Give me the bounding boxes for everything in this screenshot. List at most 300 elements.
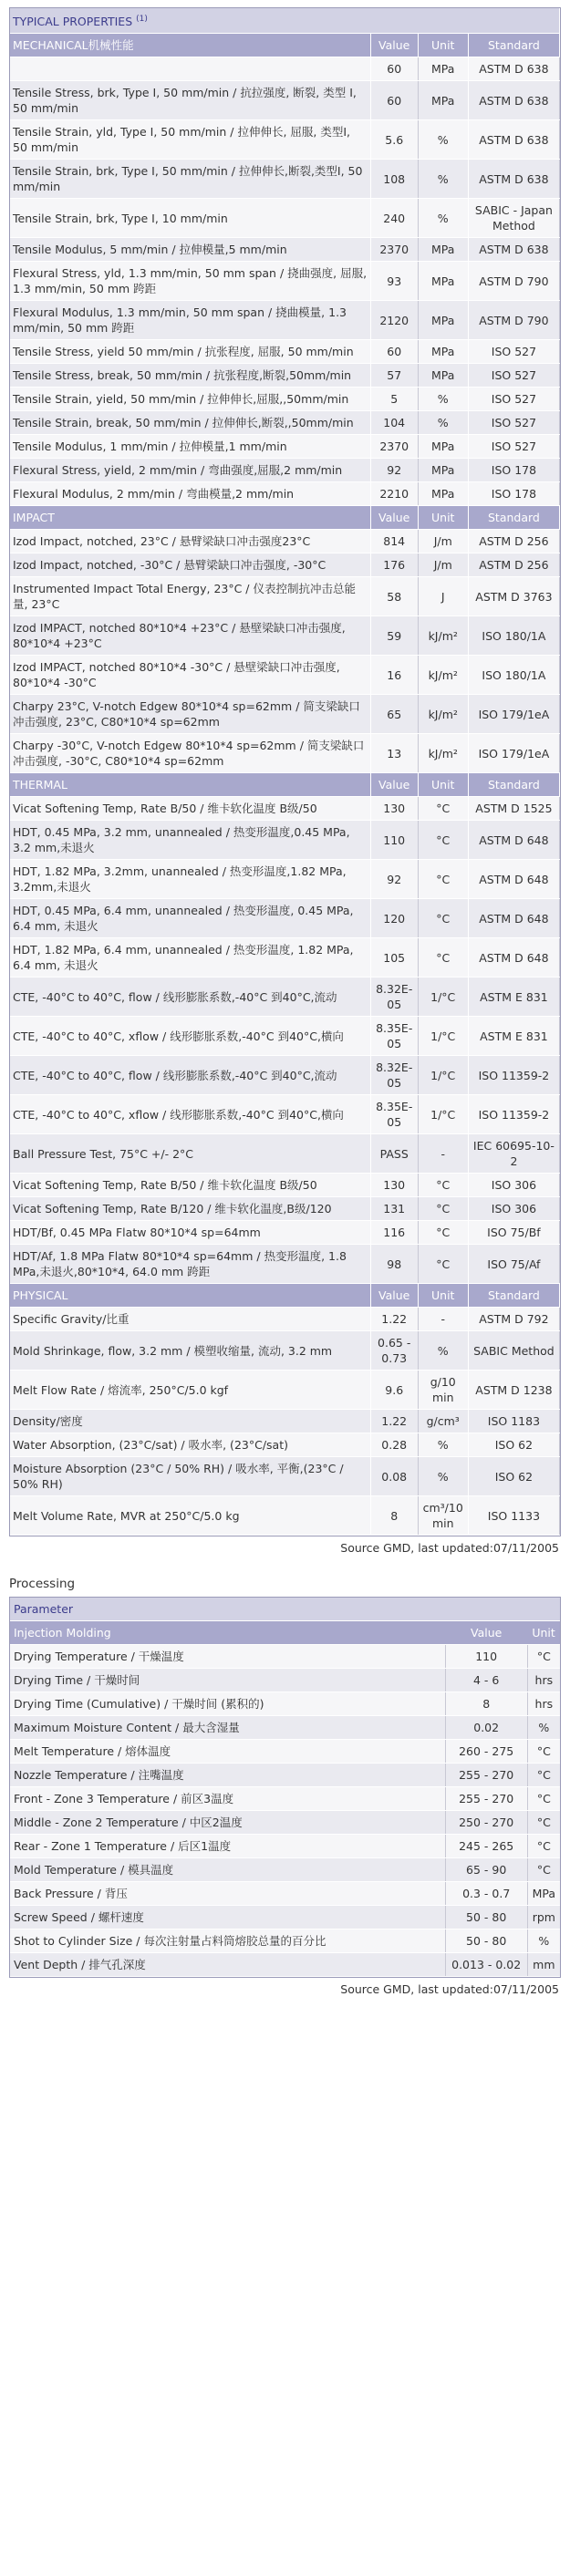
property-name: Melt Flow Rate / 熔流率, 250°C/5.0 kgf: [10, 1371, 370, 1410]
processing-source-note: Source GMD, last updated:07/11/2005: [340, 1982, 559, 1997]
typical-properties-table: [10, 8, 560, 1536]
processing-row: [10, 1692, 560, 1716]
property-row: [10, 1134, 560, 1174]
processing-unit: °C: [527, 1764, 560, 1787]
property-row: [10, 1331, 560, 1371]
property-value: 5: [370, 388, 418, 411]
property-row: [10, 199, 560, 238]
property-name: Moisture Absorption (23°C / 50% RH) / 吸水率, 平衡,(23°C / 50% RH): [10, 1457, 370, 1496]
property-standard: ISO 306: [468, 1174, 559, 1197]
property-unit: %: [418, 1457, 468, 1496]
property-unit: °C: [418, 1197, 468, 1221]
property-row: [10, 238, 560, 262]
property-name: Tensile Strain, brk, Type I, 50 mm/min / 拉伸伸长,断裂,类型I, 50 mm/min: [10, 160, 370, 199]
processing-unit: °C: [527, 1787, 560, 1811]
property-name: Vicat Softening Temp, Rate B/50 / 维卡软化温度 B级/50: [10, 797, 370, 821]
property-name: Melt Volume Rate, MVR at 250°C/5.0 kg: [10, 1496, 370, 1536]
property-value: 104: [370, 411, 418, 435]
property-name: Flexural Stress, yield, 2 mm/min / 弯曲强度,屈服,2 mm/min: [10, 459, 370, 482]
property-standard: ASTM D 1238: [468, 1371, 559, 1410]
property-standard: ISO 180/1A: [468, 616, 559, 656]
property-standard: ASTM E 831: [468, 978, 559, 1017]
property-name: Ball Pressure Test, 75°C +/- 2°C: [10, 1134, 370, 1174]
property-name: Tensile Stress, brk, Type I, 50 mm/min / 抗拉强度, 断裂, 类型 I, 50 mm/min: [10, 81, 370, 120]
processing-value-header: Value: [445, 1621, 527, 1645]
property-unit: MPa: [418, 482, 468, 506]
processing-parameter: Drying Time / 干燥时间: [10, 1669, 445, 1692]
property-unit: 1/°C: [418, 1017, 468, 1056]
property-unit: MPa: [418, 459, 468, 482]
property-value: 8.35E-05: [370, 1095, 418, 1134]
processing-row: [10, 1835, 560, 1858]
property-value: 60: [370, 81, 418, 120]
property-standard: ASTM D 256: [468, 530, 559, 553]
property-row: [10, 81, 560, 120]
property-name: Water Absorption, (23°C/sat) / 吸水率, (23°C/sat): [10, 1433, 370, 1457]
processing-unit: °C: [527, 1858, 560, 1882]
property-value: 2210: [370, 482, 418, 506]
section-name: THERMAL: [10, 773, 370, 797]
property-value: 9.6: [370, 1371, 418, 1410]
processing-row: [10, 1811, 560, 1835]
processing-row: [10, 1787, 560, 1811]
property-name: Vicat Softening Temp, Rate B/50 / 维卡软化温度 B级/50: [10, 1174, 370, 1197]
property-name: Izod Impact, notched, -30°C / 悬臂梁缺口冲击强度, -30°C: [10, 553, 370, 577]
property-row: [10, 1056, 560, 1095]
processing-parameter: Drying Temperature / 干燥温度: [10, 1645, 445, 1669]
property-row: [10, 530, 560, 553]
processing-value: 50 - 80: [445, 1906, 527, 1929]
processing-unit: hrs: [527, 1692, 560, 1716]
property-value: 131: [370, 1197, 418, 1221]
property-row: [10, 1245, 560, 1284]
property-value: 1.22: [370, 1308, 418, 1331]
property-row: [10, 262, 560, 301]
typical-properties-title: TYPICAL PROPERTIES: [13, 15, 133, 29]
property-standard: ISO 306: [468, 1197, 559, 1221]
processing-value: 0.02: [445, 1716, 527, 1740]
property-row: [10, 656, 560, 695]
processing-table: [10, 1598, 560, 1977]
property-name: Tensile Strain, brk, Type I, 10 mm/min: [10, 199, 370, 238]
property-unit: MPa: [418, 340, 468, 364]
unit-column-header: Unit: [418, 1284, 468, 1308]
property-standard: ASTM D 638: [468, 81, 559, 120]
property-unit: %: [418, 160, 468, 199]
property-row: [10, 821, 560, 860]
property-name: Tensile Strain, yield, 50 mm/min / 拉伸伸长,屈服,,50mm/min: [10, 388, 370, 411]
property-unit: J: [418, 577, 468, 616]
property-standard: ASTM D 638: [468, 160, 559, 199]
property-unit: kJ/m²: [418, 656, 468, 695]
property-name: Charpy -30°C, V-notch Edgew 80*10*4 sp=62mm / 简支梁缺口冲击强度, -30°C, C80*10*4 sp=62mm: [10, 734, 370, 773]
property-unit: MPa: [418, 81, 468, 120]
property-standard: ISO 527: [468, 411, 559, 435]
property-unit: %: [418, 411, 468, 435]
property-unit: cm³/10 min: [418, 1496, 468, 1536]
processing-value: 250 - 270: [445, 1811, 527, 1835]
property-standard: ISO 527: [468, 435, 559, 459]
property-standard: ISO 11359-2: [468, 1056, 559, 1095]
property-value: PASS: [370, 1134, 418, 1174]
property-unit: MPa: [418, 435, 468, 459]
property-unit: kJ/m²: [418, 695, 468, 734]
processing-parameter: Shot to Cylinder Size / 每次注射量占料筒熔胶总量的百分比: [10, 1929, 445, 1953]
property-unit: MPa: [418, 57, 468, 81]
processing-unit: hrs: [527, 1669, 560, 1692]
processing-parameter: Mold Temperature / 模具温度: [10, 1858, 445, 1882]
property-row: [10, 695, 560, 734]
property-name: Izod IMPACT, notched 80*10*4 +23°C / 悬壁梁缺口冲击强度, 80*10*4 +23°C: [10, 616, 370, 656]
property-value: 0.08: [370, 1457, 418, 1496]
processing-unit: °C: [527, 1835, 560, 1858]
property-name: HDT/Af, 1.8 MPa Flatw 80*10*4 sp=64mm / 热变形温度, 1.8 MPa,未退火,80*10*4, 64.0 mm 跨距: [10, 1245, 370, 1284]
property-standard: SABIC Method: [468, 1331, 559, 1371]
property-unit: -: [418, 1308, 468, 1331]
property-value: 105: [370, 938, 418, 978]
property-unit: %: [418, 388, 468, 411]
property-name: Flexural Modulus, 2 mm/min / 弯曲模量,2 mm/min: [10, 482, 370, 506]
typical-properties-header: [10, 8, 560, 34]
processing-parameter-header: Parameter: [10, 1598, 560, 1621]
property-value: 130: [370, 1174, 418, 1197]
property-value: 116: [370, 1221, 418, 1245]
value-column-header: Value: [370, 34, 418, 57]
property-value: 13: [370, 734, 418, 773]
processing-row: [10, 1906, 560, 1929]
unit-column-header: Unit: [418, 34, 468, 57]
property-unit: °C: [418, 797, 468, 821]
property-standard: ASTM E 831: [468, 1017, 559, 1056]
property-name: Density/密度: [10, 1410, 370, 1433]
processing-value: 110: [445, 1645, 527, 1669]
property-name: Specific Gravity/比重: [10, 1308, 370, 1331]
property-value: 92: [370, 459, 418, 482]
property-row: [10, 482, 560, 506]
processing-unit: mm: [527, 1953, 560, 1977]
property-name: Tensile Strain, break, 50 mm/min / 拉伸伸长,断裂,,50mm/min: [10, 411, 370, 435]
property-row: [10, 577, 560, 616]
section-header-row: [10, 773, 560, 797]
value-column-header: Value: [370, 506, 418, 530]
processing-value: 0.3 - 0.7: [445, 1882, 527, 1906]
standard-column-header: Standard: [468, 1284, 559, 1308]
property-standard: ASTM D 256: [468, 553, 559, 577]
property-row: [10, 364, 560, 388]
property-standard: ASTM D 1525: [468, 797, 559, 821]
property-unit: °C: [418, 938, 468, 978]
property-unit: 1/°C: [418, 1095, 468, 1134]
processing-parameter: Drying Time (Cumulative) / 干燥时间 (累积的): [10, 1692, 445, 1716]
property-standard: ISO 527: [468, 388, 559, 411]
property-value: 814: [370, 530, 418, 553]
property-value: 2370: [370, 435, 418, 459]
property-standard: ASTM D 638: [468, 120, 559, 160]
property-row: [10, 411, 560, 435]
property-row: [10, 1095, 560, 1134]
property-value: 8: [370, 1496, 418, 1536]
processing-parameter: Rear - Zone 1 Temperature / 后区1温度: [10, 1835, 445, 1858]
property-name: CTE, -40°C to 40°C, xflow / 线形膨胀系数,-40°C 到40°C,横向: [10, 1017, 370, 1056]
property-value: 176: [370, 553, 418, 577]
property-name: Charpy 23°C, V-notch Edgew 80*10*4 sp=62mm / 简支梁缺口冲击强度, 23°C, C80*10*4 sp=62mm: [10, 695, 370, 734]
property-standard: ASTM D 638: [468, 57, 559, 81]
processing-unit: MPa: [527, 1882, 560, 1906]
property-unit: 1/°C: [418, 1056, 468, 1095]
property-row: [10, 301, 560, 340]
property-unit: J/m: [418, 553, 468, 577]
property-name: [10, 57, 370, 81]
standard-column-header: Standard: [468, 34, 559, 57]
property-standard: ASTM D 638: [468, 238, 559, 262]
property-standard: ISO 179/1eA: [468, 695, 559, 734]
processing-row: [10, 1669, 560, 1692]
property-name: Tensile Stress, yield 50 mm/min / 抗张程度, 屈服, 50 mm/min: [10, 340, 370, 364]
processing-row: [10, 1858, 560, 1882]
value-column-header: Value: [370, 773, 418, 797]
property-standard: ASTM D 648: [468, 821, 559, 860]
standard-column-header: Standard: [468, 506, 559, 530]
property-unit: MPa: [418, 301, 468, 340]
property-row: [10, 899, 560, 938]
section-name: PHYSICAL: [10, 1284, 370, 1308]
property-standard: ASTM D 648: [468, 860, 559, 899]
property-standard: ASTM D 792: [468, 1308, 559, 1331]
property-unit: g/cm³: [418, 1410, 468, 1433]
property-row: [10, 860, 560, 899]
property-value: 130: [370, 797, 418, 821]
standard-column-header: Standard: [468, 773, 559, 797]
property-unit: °C: [418, 899, 468, 938]
processing-value: 255 - 270: [445, 1764, 527, 1787]
property-unit: -: [418, 1134, 468, 1174]
processing-parameter: Melt Temperature / 熔体温度: [10, 1740, 445, 1764]
property-value: 8.32E-05: [370, 1056, 418, 1095]
property-value: 58: [370, 577, 418, 616]
property-name: Mold Shrinkage, flow, 3.2 mm / 模塑收缩量, 流动, 3.2 mm: [10, 1331, 370, 1371]
property-unit: %: [418, 1331, 468, 1371]
value-column-header: Value: [370, 1284, 418, 1308]
property-name: HDT, 0.45 MPa, 6.4 mm, unannealed / 热变形温度, 0.45 MPa, 6.4 mm, 未退火: [10, 899, 370, 938]
processing-parameter: Nozzle Temperature / 注嘴温度: [10, 1764, 445, 1787]
processing-unit: %: [527, 1716, 560, 1740]
property-value: 120: [370, 899, 418, 938]
property-value: 92: [370, 860, 418, 899]
property-name: HDT, 0.45 MPa, 3.2 mm, unannealed / 热变形温度,0.45 MPa, 3.2 mm,未退火: [10, 821, 370, 860]
property-name: Vicat Softening Temp, Rate B/120 / 维卡软化温度,B级/120: [10, 1197, 370, 1221]
property-name: HDT, 1.82 MPa, 3.2mm, unannealed / 热变形温度,1.82 MPa, 3.2mm,未退火: [10, 860, 370, 899]
property-row: [10, 1308, 560, 1331]
processing-section-row: [10, 1621, 560, 1645]
property-value: 110: [370, 821, 418, 860]
property-name: Flexural Stress, yld, 1.3 mm/min, 50 mm span / 挠曲强度, 屈服, 1.3 mm/min, 50 mm 跨距: [10, 262, 370, 301]
property-standard: ISO 179/1eA: [468, 734, 559, 773]
processing-unit: rpm: [527, 1906, 560, 1929]
processing-row: [10, 1645, 560, 1669]
property-standard: SABIC - Japan Method: [468, 199, 559, 238]
property-value: 5.6: [370, 120, 418, 160]
property-unit: MPa: [418, 238, 468, 262]
unit-column-header: Unit: [418, 506, 468, 530]
property-unit: kJ/m²: [418, 734, 468, 773]
property-name: HDT, 1.82 MPa, 6.4 mm, unannealed / 热变形温度, 1.82 MPa, 6.4 mm, 未退火: [10, 938, 370, 978]
property-name: HDT/Bf, 0.45 MPa Flatw 80*10*4 sp=64mm: [10, 1221, 370, 1245]
section-name: IMPACT: [10, 506, 370, 530]
property-name: Instrumented Impact Total Energy, 23°C / 仪表控制抗冲击总能量, 23°C: [10, 577, 370, 616]
processing-parameter: Screw Speed / 螺杆速度: [10, 1906, 445, 1929]
processing-parameter: Middle - Zone 2 Temperature / 中区2温度: [10, 1811, 445, 1835]
property-unit: J/m: [418, 530, 468, 553]
property-row: [10, 797, 560, 821]
property-row: [10, 1017, 560, 1056]
property-value: 0.65 - 0.73: [370, 1331, 418, 1371]
typical-properties-title-cell: [10, 8, 560, 34]
property-row: [10, 616, 560, 656]
processing-value: 255 - 270: [445, 1787, 527, 1811]
property-standard: ISO 75/Af: [468, 1245, 559, 1284]
property-unit: MPa: [418, 364, 468, 388]
processing-value: 0.013 - 0.02: [445, 1953, 527, 1977]
property-unit: g/10 min: [418, 1371, 468, 1410]
property-unit: MPa: [418, 262, 468, 301]
property-value: 93: [370, 262, 418, 301]
processing-unit: °C: [527, 1740, 560, 1764]
property-standard: ISO 180/1A: [468, 656, 559, 695]
property-value: 57: [370, 364, 418, 388]
property-value: 8.32E-05: [370, 978, 418, 1017]
property-row: [10, 978, 560, 1017]
property-unit: kJ/m²: [418, 616, 468, 656]
property-standard: ISO 527: [468, 364, 559, 388]
property-row: [10, 1174, 560, 1197]
property-row: [10, 938, 560, 978]
section-header-row: [10, 506, 560, 530]
property-value: 65: [370, 695, 418, 734]
property-row: [10, 734, 560, 773]
property-standard: ISO 527: [468, 340, 559, 364]
processing-value: 245 - 265: [445, 1835, 527, 1858]
property-value: 108: [370, 160, 418, 199]
property-standard: ASTM D 3763: [468, 577, 559, 616]
property-unit: °C: [418, 821, 468, 860]
processing-title: Processing: [9, 1577, 76, 1592]
processing-table-frame: [9, 1597, 561, 1978]
property-name: Flexural Modulus, 1.3 mm/min, 50 mm span / 挠曲模量, 1.3 mm/min, 50 mm 跨距: [10, 301, 370, 340]
property-name: Tensile Modulus, 1 mm/min / 拉伸模量,1 mm/min: [10, 435, 370, 459]
property-unit: °C: [418, 1174, 468, 1197]
unit-column-header: Unit: [418, 773, 468, 797]
property-name: Izod IMPACT, notched 80*10*4 -30°C / 悬壁梁缺口冲击强度, 80*10*4 -30°C: [10, 656, 370, 695]
property-row: [10, 1221, 560, 1245]
property-value: 59: [370, 616, 418, 656]
property-row: [10, 388, 560, 411]
property-row: [10, 120, 560, 160]
processing-parameter: Maximum Moisture Content / 最大含湿量: [10, 1716, 445, 1740]
processing-section-name: Injection Molding: [10, 1621, 445, 1645]
processing-value: 260 - 275: [445, 1740, 527, 1764]
property-standard: ISO 178: [468, 459, 559, 482]
processing-value: 8: [445, 1692, 527, 1716]
processing-row: [10, 1716, 560, 1740]
property-standard: ASTM D 648: [468, 899, 559, 938]
property-row: [10, 160, 560, 199]
typical-properties-table-frame: [9, 7, 561, 1536]
section-header-row: [10, 1284, 560, 1308]
property-row: [10, 1371, 560, 1410]
processing-unit: °C: [527, 1645, 560, 1669]
property-row: [10, 1433, 560, 1457]
property-row: [10, 1457, 560, 1496]
property-name: CTE, -40°C to 40°C, xflow / 线形膨胀系数,-40°C 到40°C,横向: [10, 1095, 370, 1134]
property-standard: ISO 178: [468, 482, 559, 506]
section-header-row: [10, 34, 560, 57]
processing-unit-header: Unit: [527, 1621, 560, 1645]
property-unit: °C: [418, 1221, 468, 1245]
processing-value: 4 - 6: [445, 1669, 527, 1692]
property-value: 240: [370, 199, 418, 238]
property-row: [10, 1496, 560, 1536]
property-value: 60: [370, 340, 418, 364]
property-standard: ASTM D 790: [468, 262, 559, 301]
property-unit: %: [418, 1433, 468, 1457]
processing-row: [10, 1953, 560, 1977]
section-name: MECHANICAL机械性能: [10, 34, 370, 57]
property-value: 2120: [370, 301, 418, 340]
processing-row: [10, 1929, 560, 1953]
property-value: 60: [370, 57, 418, 81]
property-unit: %: [418, 199, 468, 238]
property-value: 8.35E-05: [370, 1017, 418, 1056]
property-value: 1.22: [370, 1410, 418, 1433]
property-row: [10, 340, 560, 364]
property-standard: ISO 11359-2: [468, 1095, 559, 1134]
property-standard: ISO 62: [468, 1433, 559, 1457]
property-value: 16: [370, 656, 418, 695]
property-unit: °C: [418, 1245, 468, 1284]
processing-header-row: [10, 1598, 560, 1621]
property-name: CTE, -40°C to 40°C, flow / 线形膨胀系数,-40°C 到40°C,流动: [10, 978, 370, 1017]
processing-parameter: Vent Depth / 排气孔深度: [10, 1953, 445, 1977]
property-standard: ISO 1183: [468, 1410, 559, 1433]
processing-parameter: Front - Zone 3 Temperature / 前区3温度: [10, 1787, 445, 1811]
processing-value: 50 - 80: [445, 1929, 527, 1953]
property-value: 2370: [370, 238, 418, 262]
processing-unit: %: [527, 1929, 560, 1953]
property-name: CTE, -40°C to 40°C, flow / 线形膨胀系数,-40°C 到40°C,流动: [10, 1056, 370, 1095]
property-name: Tensile Stress, break, 50 mm/min / 抗张程度,断裂,50mm/min: [10, 364, 370, 388]
property-unit: %: [418, 120, 468, 160]
source-note: Source GMD, last updated:07/11/2005: [340, 1541, 559, 1556]
property-standard: ASTM D 648: [468, 938, 559, 978]
property-name: Tensile Modulus, 5 mm/min / 拉伸模量,5 mm/min: [10, 238, 370, 262]
property-standard: ASTM D 790: [468, 301, 559, 340]
property-name: Tensile Strain, yld, Type I, 50 mm/min / 拉伸伸长, 屈服, 类型I, 50 mm/min: [10, 120, 370, 160]
property-unit: °C: [418, 860, 468, 899]
property-value: 98: [370, 1245, 418, 1284]
property-row: [10, 57, 560, 81]
processing-unit: °C: [527, 1811, 560, 1835]
property-standard: ISO 1133: [468, 1496, 559, 1536]
processing-row: [10, 1882, 560, 1906]
typical-properties-footnote: (1): [136, 15, 148, 24]
processing-value: 65 - 90: [445, 1858, 527, 1882]
property-standard: IEC 60695-10-2: [468, 1134, 559, 1174]
property-row: [10, 435, 560, 459]
processing-row: [10, 1740, 560, 1764]
property-row: [10, 1197, 560, 1221]
property-row: [10, 553, 560, 577]
property-standard: ISO 62: [468, 1457, 559, 1496]
